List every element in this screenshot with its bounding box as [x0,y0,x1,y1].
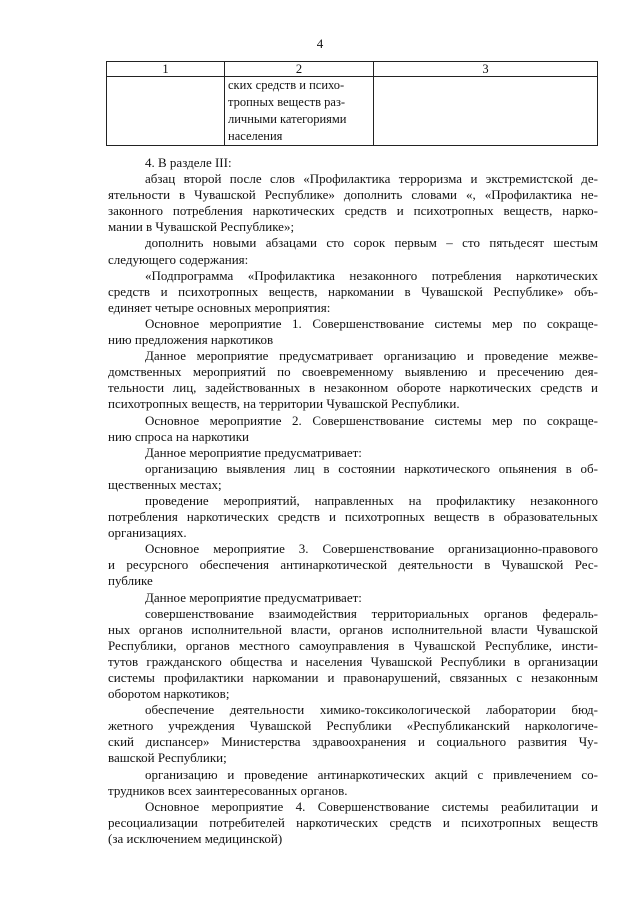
table-cell-line: личными категориями [228,112,347,126]
text-line: организацию и проведение антинаркотических акций с привлечением со- [145,766,598,782]
text-line: абзац второй после слов «Профилактика терроризма и экстремистской де- [145,171,598,187]
text-line: тутов гражданского общества и населения Чувашской Республики в организации [108,653,598,669]
text-line: следующего содержания: [108,251,249,267]
table-cell-line: тропных веществ раз- [228,95,346,109]
text-line: дополнить новыми абзацами сто сорок первым – сто пятьдесят шестым [145,235,598,251]
text-line: Основное мероприятие 1. Совершенствование системы мер по сокраще- [145,315,598,331]
text-line: «Подпрограмма «Профилактика незаконного потребления наркотических [145,267,598,283]
table-row [107,77,598,146]
text-line: законного потребления наркотических средств и психотропных веществ, нарко- [108,203,598,219]
text-line: ных органов исполнительной власти, органов исполнительной власти Чувашской [108,621,598,637]
text-line: Республики, органов местного самоуправления в Чувашской Республике, инсти- [108,637,598,653]
text-line: Данное мероприятие предусматривает: [145,444,362,460]
text-line: психотропных веществ, на территории Чувашской Республики. [108,396,460,412]
table-cell [374,77,598,146]
table-cell-line: населения [228,129,283,143]
text-line: системы профилактики наркомании и правонарушений, связанных с незаконным [108,670,598,685]
text-line: 4. В разделе III: [145,155,232,170]
text-line: Данное мероприятие предусматривает организацию и проведение межве- [145,348,598,364]
continuation-table [106,61,598,146]
text-line: организациях. [108,525,187,541]
text-line: мании в Чувашской Республике»; [108,219,295,235]
text-line: домственных мероприятий по своевременному выявлению и пресечению дея- [108,364,598,380]
table-cell [225,77,374,146]
text-line: Основное мероприятие 3. Совершенствование организационно-правового [145,541,598,557]
text-line: вашской Республики; [108,750,227,766]
text-line: жетного учреждения Чувашской Республики «Республиканский наркологиче- [108,718,598,734]
text-line: Данное мероприятие предусматривает: [145,589,362,605]
text-line: ский диспансер» Министерства здравоохранения и социального развития Чу- [108,734,598,750]
table-header-cell: 1 [107,62,225,77]
text-line: ятельности в Чувашской Республике» дополнить словами «, «Профилактика не- [108,187,598,203]
text-line: обеспечение деятельности химико-токсикологической лаборатории бюд- [145,702,598,718]
text-line: единяет четыре основных мероприятия: [108,299,331,315]
text-line: щественных местах; [108,476,222,492]
text-line: (за исключением медицинской) [108,830,283,846]
text-line: тельности лиц, задействованных в незаконном обороте наркотических средств и [108,380,598,396]
table-cell-line: ских средств и психо- [228,78,345,92]
text-line: совершенствование взаимодействия территориальных органов федераль- [145,605,598,621]
text-line: нию предложения наркотиков [108,332,274,348]
text-line: ресоциализации потребителей наркотических средств и психотропных веществ [108,814,598,830]
table-header-cell: 2 [225,62,374,77]
text-line: нию спроса на наркотики [108,428,249,444]
text-line: и ресурсного обеспечения антинаркотической деятельности в Чувашской Рес- [108,557,598,573]
text-line: организацию выявления лиц в состоянии наркотического опьянения в об- [145,460,598,476]
text-line: средств и психотропных веществ, наркомании в Чувашской Республике» объ- [108,283,598,299]
document-body [108,155,598,847]
text-line: Основное мероприятие 4. Совершенствование системы реабилитации и [145,798,598,814]
table-cell [107,77,225,146]
text-line: оборотом наркотиков; [108,686,230,702]
table-header-row [107,62,598,77]
page-number: 4 [316,36,324,51]
text-line: публике [108,573,153,589]
text-line: потребления наркотических средств и психотропных веществ в образовательных [108,509,598,525]
text-line: трудников всех заинтересованных органов. [108,782,348,798]
text-line: проведение мероприятий, направленных на профилактику незаконного [145,492,598,508]
text-line: Основное мероприятие 2. Совершенствование системы мер по сокраще- [145,412,598,428]
table-header-cell: 3 [374,62,598,77]
